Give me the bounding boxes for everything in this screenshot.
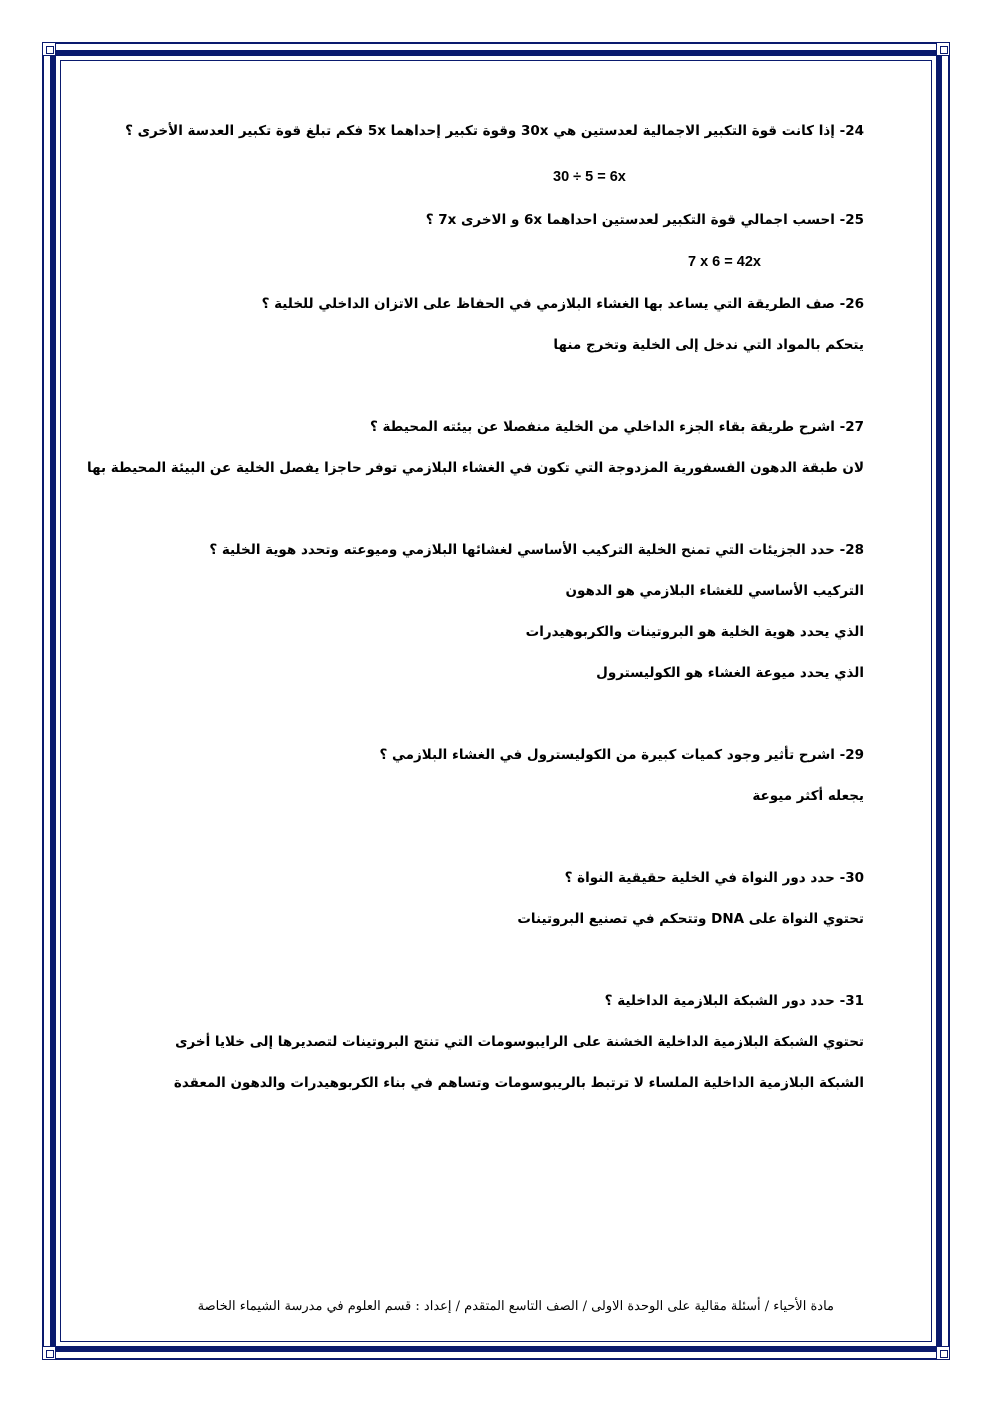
answer-25: 7 x 6 = 42x xyxy=(688,254,761,270)
answer-30: تحتوي النواة على DNA وتتحكم في تصنيع البروتينات xyxy=(517,911,864,927)
corner-ornament-bottom-right xyxy=(936,1346,950,1360)
answer-24: 30 ÷ 5 = 6x xyxy=(553,169,626,185)
question-text: حدد الجزيئات التي تمنح الخلية التركيب الأساسي لغشائها البلازمي وميوعته وتحدد هوية الخلية ؟ xyxy=(209,542,835,558)
answer-28-line-2: الذي يحدد هوية الخلية هو البروتينات والكربوهيدرات xyxy=(525,624,864,640)
answer-27: لان طبقة الدهون الفسفورية المزدوجة التي تكون في الغشاء البلازمي توفر حاجزا يفصل الخلية عن البيئة المحيطة بها xyxy=(87,460,864,476)
corner-ornament-bottom-left xyxy=(42,1346,56,1360)
question-text: اشرح طريقة بقاء الجزء الداخلي من الخلية منفصلا عن بيئته المحيطة ؟ xyxy=(369,419,835,435)
question-number: 28- xyxy=(839,542,864,558)
page-footer: مادة الأحياء / أسئلة مقالية على الوحدة الاولى / الصف التاسع المتقدم / إعداد : قسم العلوم في مدرسة الشيماء الخاصة xyxy=(197,1299,834,1314)
question-number: 25- xyxy=(839,212,864,228)
answer-28-line-1: التركيب الأساسي للغشاء البلازمي هو الدهون xyxy=(565,583,864,599)
question-text: احسب اجمالي قوة التكبير لعدستين احداهما 6x و الاخرى 7x ؟ xyxy=(425,212,835,228)
question-number: 24- xyxy=(839,123,864,139)
question-text: اشرح تأثير وجود كميات كبيرة من الكوليسترول في الغشاء البلازمي ؟ xyxy=(379,747,835,763)
question-24 xyxy=(125,123,864,139)
question-number: 29- xyxy=(839,747,864,763)
question-text: إذا كانت قوة التكبير الاجمالية لعدستين هي 30x وقوة تكبير إحداهما 5x فكم تبلغ قوة تكبير العدسة الأخرى ؟ xyxy=(125,123,835,139)
question-28 xyxy=(209,542,864,558)
question-29 xyxy=(379,747,864,763)
page-border-inner xyxy=(60,60,932,1342)
question-number: 31- xyxy=(839,993,864,1009)
question-30 xyxy=(565,870,864,886)
question-26 xyxy=(262,296,864,312)
answer-26: يتحكم بالمواد التي ندخل إلى الخلية وتخرج منها xyxy=(553,337,864,353)
question-number: 26- xyxy=(839,296,864,312)
question-25 xyxy=(426,212,864,228)
question-text: حدد دور النواة في الخلية حقيقية النواة ؟ xyxy=(564,870,835,886)
question-31 xyxy=(605,993,864,1009)
corner-ornament-top-right xyxy=(936,42,950,56)
question-number: 27- xyxy=(839,419,864,435)
question-text: صف الطريقة التي يساعد بها الغشاء البلازمي في الحفاظ على الاتزان الداخلي للخلية ؟ xyxy=(261,296,835,312)
question-number: 30- xyxy=(839,870,864,886)
question-27 xyxy=(370,419,864,435)
answer-28-line-3: الذي يحدد ميوعة الغشاء هو الكوليسترول xyxy=(596,665,864,681)
corner-ornament-top-left xyxy=(42,42,56,56)
question-text: حدد دور الشبكة البلازمية الداخلية ؟ xyxy=(604,993,835,1009)
answer-29: يجعله أكثر ميوعة xyxy=(752,788,864,804)
answer-31-line-2: الشبكة البلازمية الداخلية الملساء لا ترتبط بالريبوسومات وتساهم في بناء الكربوهيدرات والدهون المعقدة xyxy=(173,1075,864,1091)
answer-31-line-1: تحتوي الشبكة البلازمية الداخلية الخشنة على الرايبوسومات التي تنتج البروتينات لتصديرها إلى خلايا أخرى xyxy=(175,1034,864,1050)
